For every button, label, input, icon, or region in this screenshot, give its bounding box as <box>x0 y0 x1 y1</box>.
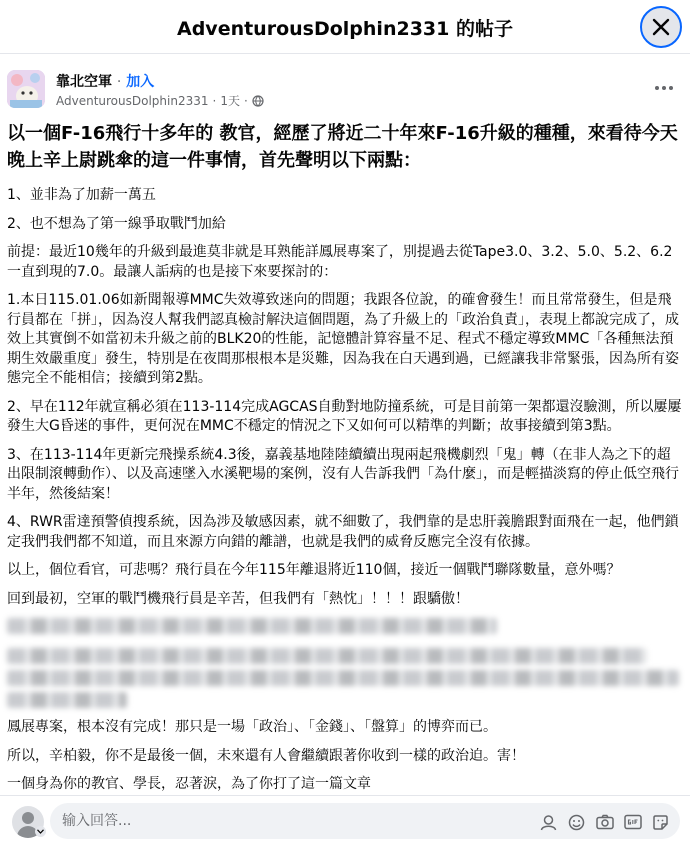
separator-dot: · <box>116 74 122 90</box>
emoji-button[interactable] <box>567 813 586 831</box>
post-paragraph: 2、也不想為了第一線爭取戰鬥加給 <box>7 215 226 232</box>
post-paragraph: 鳳展專案，根本沒有完成！那只是一場「政治」、「金錢」、「盤算」的博弈而已。 <box>7 719 497 735</box>
more-icon <box>655 86 659 90</box>
sticker-button[interactable] <box>651 813 670 831</box>
dialog-header <box>0 0 690 54</box>
gif-button[interactable] <box>623 813 642 831</box>
blurred-content <box>7 618 683 708</box>
group-avatar[interactable] <box>7 70 45 108</box>
post-paragraph: 2、早在112年就宣稱必須在113-114完成AGCAS自動對地防撞系統，可是目前第一架都還沒驗測，所以屢屢發生大G昏迷的事件，更何況在MMC不穩定的情況之下又如何可以精準的判斷；故事接續到第3點。 <box>7 398 682 434</box>
post-headline: 以一個F-16飛行十多年的 教官，經歷了將近二十年來F-16升級的種種，來看待今天晚上辛上尉跳傘的這一件事情，首先聲明以下兩點： <box>7 123 678 171</box>
post-time-link[interactable]: 1天 <box>220 94 240 108</box>
close-icon <box>652 18 670 36</box>
comment-tools <box>539 813 670 831</box>
post-paragraph: 1.本日115.01.06如新聞報導MMC失效導致迷向的問題；我跟各位說，的確會發生！而且常常發生，但是飛行員都在「拼」，因為沒人幫我們認真檢討解決這個問題，為了升級上的「政治負責」，表現上都說完成了，成效上其實倒不如當初未升級之前的BLK20的性能，記憶體計算容量不足、程式不穩定導致MMC「各種無法預期生效嚴重度」發生，特別是在夜間那根根本是災難，因為我在白天遇到過，已經讓我非常緊張，因為所有姿態完全不能相信；接續到第2點。 <box>7 292 679 386</box>
more-options-button[interactable] <box>652 76 676 100</box>
close-button[interactable] <box>640 6 682 48</box>
sticker-icon <box>652 814 669 831</box>
post-header <box>0 62 690 116</box>
globe-icon <box>252 95 264 107</box>
avatar-switch-button[interactable] <box>35 826 46 837</box>
post-body <box>7 120 683 804</box>
separator-dot: · <box>243 93 248 108</box>
post-meta <box>56 92 264 109</box>
dialog-title: AdventurousDolphin2331 的帖子 <box>177 18 513 40</box>
post-paragraph: 1、並非為了加薪一萬五 <box>7 187 156 203</box>
group-name-link[interactable]: 靠北空軍 <box>56 74 112 90</box>
group-line <box>56 71 154 91</box>
post-paragraph: 以上，個位看官，可悲嗎？飛行員在今年115年離退將近110個，接近一個戰鬥聯隊數量，意外嗎？ <box>7 562 621 578</box>
author-name-link[interactable]: AdventurousDolphin2331 <box>56 93 209 108</box>
join-group-link[interactable]: 加入 <box>126 74 155 90</box>
post-paragraph: 4、RWR雷達預警偵搜系統，因為涉及敏感因素，就不細數了，我們靠的是忠肝義膽跟對面飛在一起，他們鎖定我們我們都不知道，而且來源方向錯的離譜，也就是我們的威脅反應完全沒有依據。 <box>7 514 679 550</box>
avatar-sticker-button[interactable] <box>539 813 558 831</box>
camera-icon <box>596 814 614 830</box>
emoji-icon <box>568 814 585 831</box>
post-paragraph: 所以，辛柏毅，你不是最後一個，未來還有人會繼續跟著你收到一樣的政治迫。害！ <box>7 747 525 764</box>
post-paragraph: 前提：最近10幾年的升級到最進莫非就是耳熟能詳鳳展專案了，別提過去從Tape3.0、3.2、5.0、5.2、6.2一直到現的7.0。最讓人詬病的也是接下來要探討的： <box>7 244 673 280</box>
post-paragraph: 一個身為你的教官、學長，忍著淚，為了你打了這一篇文章 <box>7 776 371 792</box>
gif-icon <box>624 814 642 830</box>
chevron-down-icon <box>37 829 44 834</box>
comment-composer <box>0 795 690 846</box>
post-paragraph: 3、在113-114年更新完飛操系統4.3後，嘉義基地陸陸續續出現兩起飛機劇烈「鬼」轉（在非人為之下的超出限制滾轉動作）、以及高速墜入水溪靶場的案例，沒有人告訴我們「為什麼」，而是輕描淡寫的停止低空飛行半年，然後結案！ <box>7 446 679 502</box>
camera-button[interactable] <box>595 813 614 831</box>
post-paragraph: 回到最初，空軍的戰鬥機飛行員是辛苦，但我們有「熱忱」！！！跟驕傲！ <box>7 590 469 607</box>
avatar-sticker-icon <box>540 814 557 831</box>
separator-dot: · <box>212 93 217 108</box>
